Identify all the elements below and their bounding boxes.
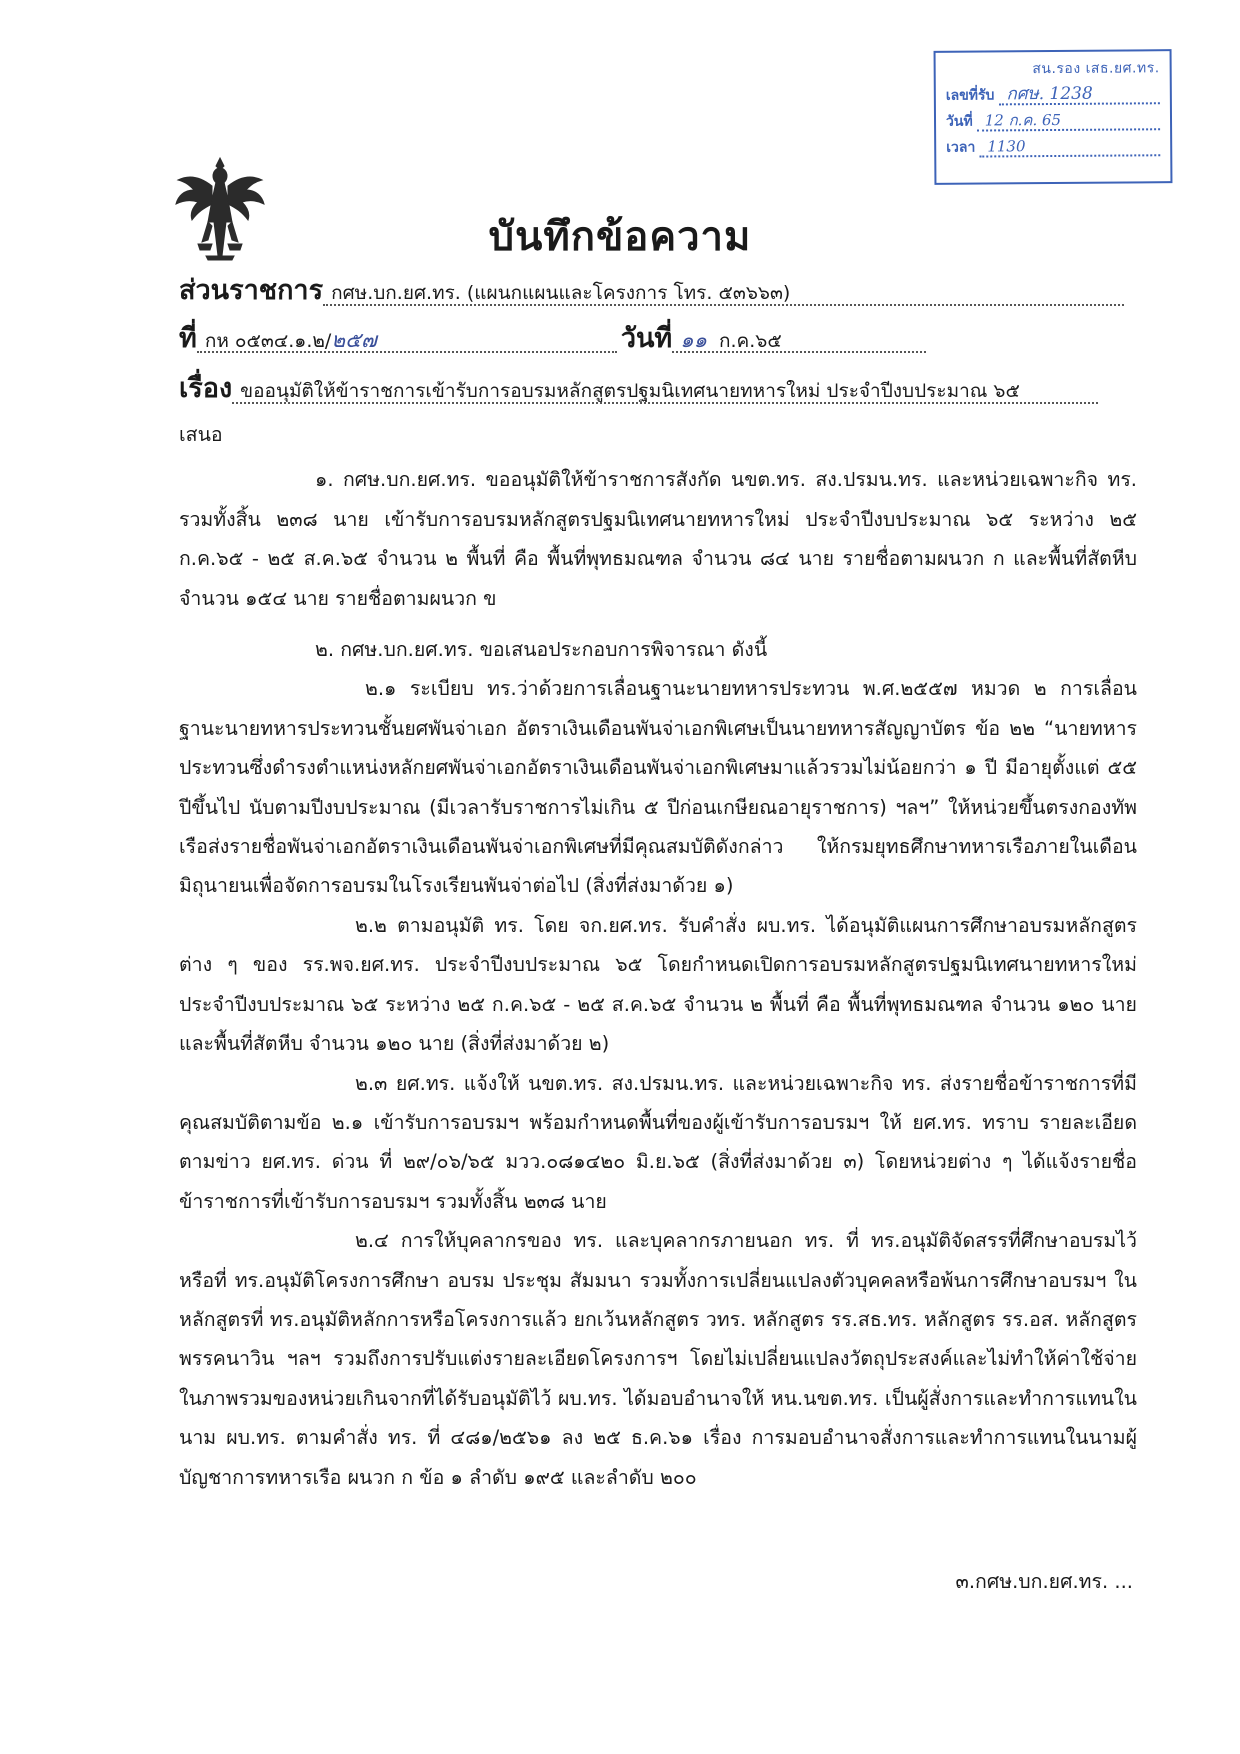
department-label: ส่วนราชการ	[179, 275, 324, 306]
stamp-receive-row	[946, 83, 1160, 110]
reference-value	[197, 327, 617, 353]
paragraph-2-2: ๒.๒ ตามอนุมัติ ทร. โดย จก.ยศ.ทร. รับคำสั่ง ผบ.ทร. ได้อนุมัติแผนการศึกษาอบรมหลักสูตรต่าง ๆ ของ รร.พจ.ยศ.ทร. ประจำปีงบประมาณ ๖๕ โดยกำหนดเปิดการอบรมหลักสูตรปฐมนิเทศนายทหารใหม่ ประจำปีงบประมาณ ๖๕ ระหว่าง ๒๕ ก.ค.๖๕ - ๒๕ ส.ค.๖๕ จำนวน ๒ พื้นที่ คือ พื้นที่พุทธมณฑล จำนวน ๑๒๐ นาย และพื้นที่สัตหีบ จำนวน ๑๒๐ นาย (สิ่งที่ส่งมาด้วย ๒)	[179, 913, 1137, 1056]
reference-handwritten: ๒๕๗	[331, 328, 377, 352]
stamp-date-label: วันที่	[945, 113, 973, 130]
memo-title: บันทึกข้อความ	[488, 214, 752, 260]
stamp-date-row	[946, 109, 1160, 136]
reference-label: ที่	[179, 323, 197, 354]
stamp-time-label: เวลา	[946, 139, 976, 156]
department-row	[179, 268, 1124, 311]
date-value	[672, 327, 926, 353]
paragraph-1: ๑. กศษ.บก.ยศ.ทร. ขออนุมัติให้ข้าราชการสังกัด นขต.ทร. สง.ปรมน.ทร. และหน่วยเฉพาะกิจ ทร. รวมทั้งสิ้น ๒๓๘ นาย เข้ารับการอบรมหลักสูตรปฐมนิเทศนายทหารใหม่ ประจำปีงบประมาณ ๖๕ ระหว่าง ๒๕ ก.ค.๖๕ - ๒๕ ส.ค.๖๕ จำนวน ๒ พื้นที่ คือ พื้นที่พุทธมณฑล จำนวน ๘๔ นาย รายชื่อตามผนวก ก และพื้นที่สัตหีบ จำนวน ๑๕๔ นาย รายชื่อตามผนวก ข	[179, 468, 1137, 610]
salutation: เสนอ	[179, 423, 223, 446]
receipt-stamp	[934, 49, 1173, 185]
date-month-year: ก.ค.๖๕	[719, 330, 782, 352]
stamp-time-row	[946, 135, 1160, 162]
continuation-note: ๓.กศษ.บก.ยศ.ทร. ...	[955, 1570, 1133, 1593]
reference-row	[179, 316, 926, 359]
stamp-receive-value: กศษ. 1238	[998, 84, 1160, 105]
paragraph-2-4: ๒.๔ การให้บุคลากรของ ทร. และบุคลากรภายนอก ทร. ที่ ทร.อนุมัติจัดสรรที่ศึกษาอบรมไว้หรือที่ ทร.อนุมัติโครงการศึกษา อบรม ประชุม สัมมนา รวมทั้งการเปลี่ยนแปลงตัวบุคคลหรือพ้นการศึกษาอบรมฯ ในหลักสูตรที่ ทร.อนุมัติหลักการหรือโครงการแล้ว ยกเว้นหลักสูตร วทร. หลักสูตร รร.สธ.ทร. หลักสูตร รร.อส. หลักสูตรพรรคนาวิน ฯลฯ รวมถึงการปรับแต่งรายละเอียดโครงการฯ โดยไม่เปลี่ยนแปลงวัตถุประสงค์และไม่ทำให้ค่าใช้จ่ายในภาพรวมของหน่วยเกินจากที่ได้รับอนุมัติไว้ ผบ.ทร. ได้มอบอำนาจให้ หน.นขต.ทร. เป็นผู้สั่งการและทำการแทนในนาม ผบ.ทร. ตามคำสั่ง ทร. ที่ ๔๘๑/๒๕๖๑ ลง ๒๕ ธ.ค.๖๑ เรื่อง การมอบอำนาจสั่งการและทำการแทนในนามผู้บัญชาการทหารเรือ ผนวก ก ข้อ ๑ ลำดับ ๑๙๕ และลำดับ ๒๐๐	[179, 1229, 1137, 1489]
subject-label: เรื่อง	[179, 373, 233, 404]
stamp-receive-label: เลขที่รับ	[945, 87, 995, 104]
paragraph-2: ๒. กศษ.บก.ยศ.ทร. ขอเสนอประกอบการพิจารณา ดังนี้	[315, 638, 768, 662]
stamp-date-value: 12 ก.ค. 65	[977, 110, 1160, 131]
stamp-time-value: 1130	[979, 136, 1160, 157]
subject-value: ขออนุมัติให้ข้าราชการเข้ารับการอบรมหลักสูตรปฐมนิเทศนายทหารใหม่ ประจำปีงบประมาณ ๖๕	[232, 378, 1098, 404]
paragraph-2-3: ๒.๓ ยศ.ทร. แจ้งให้ นขต.ทร. สง.ปรมน.ทร. และหน่วยเฉพาะกิจ ทร. ส่งรายชื่อข้าราชการที่มีคุณสมบัติตามข้อ ๒.๑ เข้ารับการอบรมฯ พร้อมกำหนดพื้นที่ของผู้เข้ารับการอบรมฯ ให้ ยศ.ทร. ทราบ รายละเอียดตามข่าว ยศ.ทร. ด่วน ที่ ๒๙/๐๖/๖๕ มวว.๐๘๑๔๒๐ มิ.ย.๖๕ (สิ่งที่ส่งมาด้วย ๓) โดยหน่วยต่าง ๆ ได้แจ้งรายชื่อข้าราชการที่เข้ารับการอบรมฯ รวมทั้งสิ้น ๒๓๘ นาย	[179, 1071, 1137, 1213]
paragraph-2-1: ๒.๑ ระเบียบ ทร.ว่าด้วยการเลื่อนฐานะนายทหารประทวน พ.ศ.๒๕๕๗ หมวด ๒ การเลื่อนฐานะนายทหารประทวนชั้นยศพันจ่าเอก อัตราเงินเดือนพันจ่าเอกพิเศษเป็นนายทหารสัญญาบัตร ข้อ ๒๒ “นายทหารประทวนซึ่งดำรงตำแหน่งหลักยศพันจ่าเอกอัตราเงินเดือนพันจ่าเอกพิเศษมาแล้วรวมไม่น้อยกว่า ๑ ปี มีอายุตั้งแต่ ๕๕ ปีขึ้นไป นับตามปีงบประมาณ (มีเวลารับราชการไม่เกิน ๕ ปีก่อนเกษียณอายุราชการ) ฯลฯ” ให้หน่วยขึ้นตรงกองทัพเรือส่งรายชื่อพันจ่าเอกอัตราเงินเดือนพันจ่าเอกพิเศษที่มีคุณสมบัติดังกล่าว ให้กรมยุทธศึกษาทหารเรือภายในเดือนมิถุนายนเพื่อจัดการอบรมในโรงเรียนพันจ่าต่อไป (สิ่งที่ส่งมาด้วย ๑)	[179, 677, 1137, 898]
department-value: กศษ.บก.ยศ.ทร. (แผนกแผนและโครงการ โทร. ๕๓๖๖๓)	[323, 280, 1124, 306]
date-label: วันที่	[620, 323, 673, 354]
subject-row	[179, 366, 1098, 409]
reference-number: กห ๐๕๓๔.๑.๒/	[204, 330, 332, 352]
memo-body	[179, 415, 1137, 1497]
date-handwritten: ๑๑	[680, 328, 707, 352]
stamp-title: สน.รอง เสธ.ยศ.ทร.	[1032, 60, 1160, 78]
